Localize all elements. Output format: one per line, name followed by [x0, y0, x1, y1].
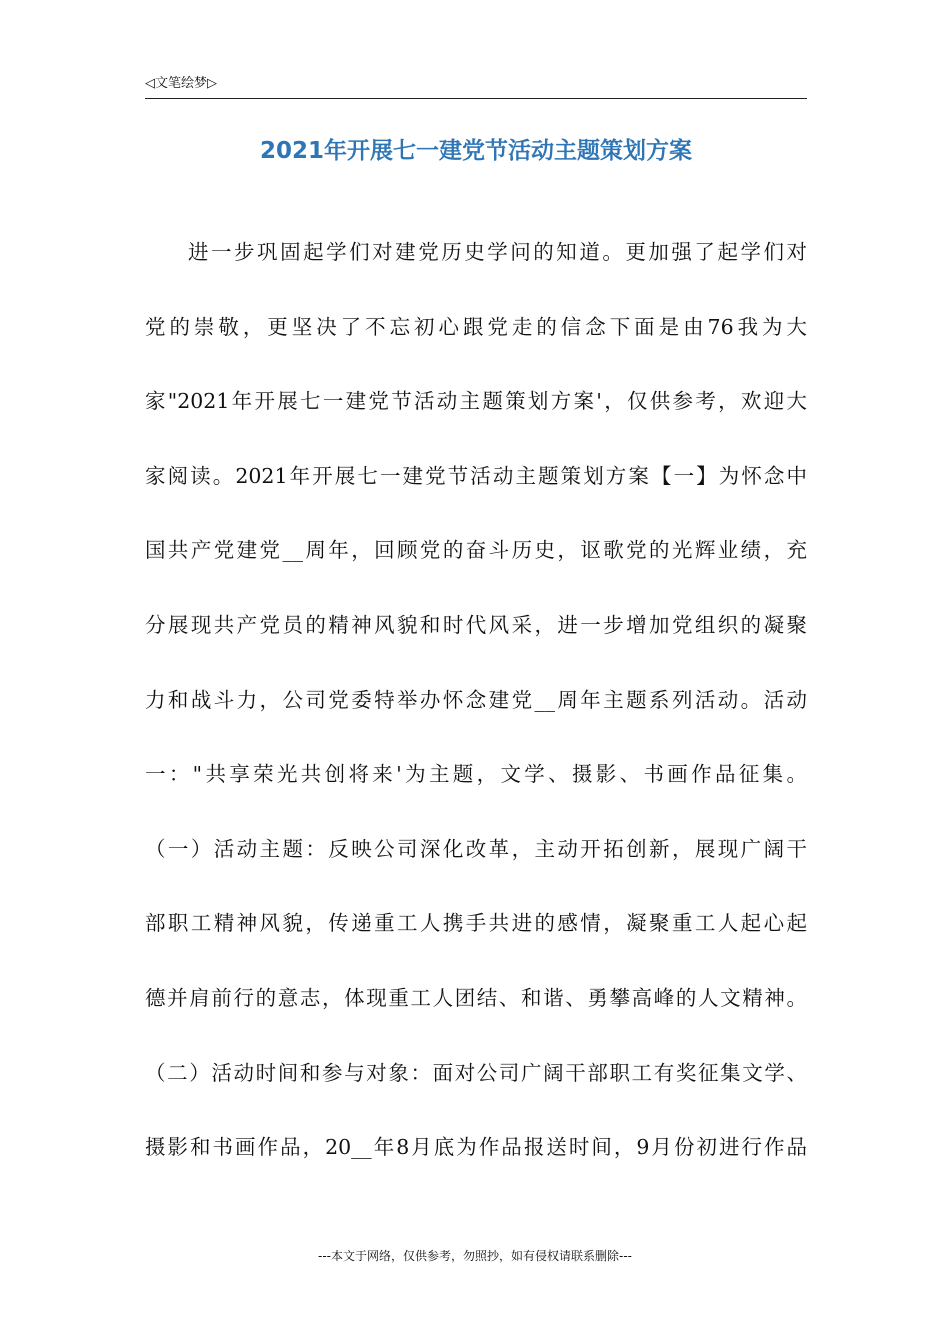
- body-line: 家"2021年开展七一建党节活动主题策划方案'，仅供参考，欢迎大: [145, 389, 807, 414]
- body-line: （二）活动时间和参与对象：面对公司广阔干部职工有奖征集文学、: [145, 1060, 807, 1085]
- body-line: 进一步巩固起学们对建党历史学问的知道。更加强了起学们对: [188, 240, 807, 264]
- body-line: 分展现共产党员的精神风貌和时代风采，进一步增加党组织的凝聚: [145, 612, 807, 637]
- body-line: 党的崇敬，更坚决了不忘初心跟党走的信念下面是由76我为大: [145, 314, 807, 339]
- body-line: （一）活动主题：反映公司深化改革，主动开拓创新，展现广阔干: [145, 836, 807, 861]
- body-line: 国共产党建党__周年，回顾党的奋斗历史，讴歌党的光辉业绩，充: [145, 538, 807, 563]
- page-footer: ---本文于网络，仅供参考，勿照抄，如有侵权请联系删除---: [318, 1249, 632, 1263]
- body-line: 摄影和书画作品，20__年8月底为作品报送时间，9月份初进行作品: [145, 1135, 807, 1160]
- page-header: [145, 74, 807, 99]
- body-line: 家阅读。2021年开展七一建党节活动主题策划方案【一】为怀念中: [145, 463, 807, 488]
- header-brand: ◁文笔绘梦▷: [145, 76, 217, 91]
- document-body: [145, 234, 807, 1204]
- document-title: 2021年开展七一建党节活动主题策划方案: [259, 138, 692, 164]
- body-line: 德并肩前行的意志，体现重工人团结、和谐、勇攀高峰的人文精神。: [145, 985, 807, 1010]
- body-line: 一："共享荣光共创将来'为主题，文学、摄影、书画作品征集。: [145, 762, 807, 787]
- body-line: 力和战斗力，公司党委特举办怀念建党__周年主题系列活动。活动: [145, 687, 807, 712]
- body-line: 部职工精神风貌，传递重工人携手共进的感情，凝聚重工人起心起: [145, 911, 807, 936]
